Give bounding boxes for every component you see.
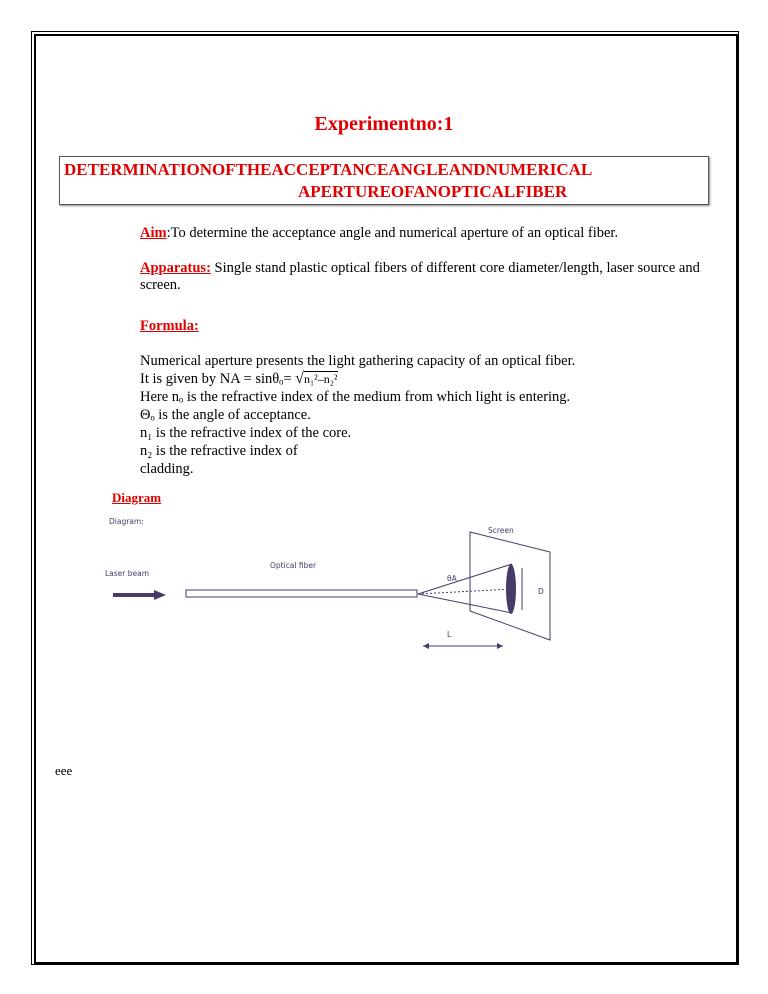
apparatus-paragraph <box>140 260 710 294</box>
light-spot <box>506 564 516 614</box>
experiment-title: Experimentno:1 <box>314 113 454 135</box>
laser-arrow-head <box>154 590 166 600</box>
apparatus-text-2: screen. <box>140 277 181 293</box>
screen-label: Screen <box>488 526 514 535</box>
diagram-label-text: Diagram <box>112 490 162 505</box>
optical-fiber <box>186 590 417 597</box>
formula-line-7: cladding. <box>140 461 194 477</box>
d-label: D <box>538 587 544 596</box>
formula-label <box>140 318 199 335</box>
footer-text: eee <box>55 763 73 778</box>
formula-label-text: Formula: <box>140 318 199 334</box>
formula-line-5: n₁ is the refractive index of the core. <box>140 425 352 441</box>
aim-paragraph <box>140 225 618 242</box>
heading-line-2: APERTUREOFANOPTICALFIBER <box>298 182 568 201</box>
formula-line-6: n₂ is the refractive index of <box>140 443 298 459</box>
formula-text: It is given by NA = sinθₒ= <box>140 371 296 387</box>
cone-bottom <box>418 594 512 613</box>
heading-line-1: DETERMINATIONOFTHEACCEPTANCEANGLEANDNUMERICAL <box>64 160 593 179</box>
l-arrow-right-head <box>497 643 503 649</box>
optical-fiber-diagram <box>90 500 690 660</box>
apparatus-text: Single stand plastic optical fibers of different core diameter/length, laser source and <box>210 260 700 276</box>
formula-line-2: It is given by NA = sinθₒ= √n₁²–n₂² <box>140 370 338 387</box>
l-label: L <box>447 630 452 639</box>
apparatus-label: Apparatus: <box>140 260 211 276</box>
formula-line-4: Θₒ is the angle of acceptance. <box>140 407 311 423</box>
l-arrow-left-head <box>423 643 429 649</box>
angle-label: θA <box>447 574 457 583</box>
formula-sqrt: n₁²–n₂² <box>303 372 338 386</box>
formula-line-3: Here nₒ is the refractive index of the medium from which light is entering. <box>140 389 571 405</box>
laser-beam-label: Laser beam <box>105 569 150 578</box>
aim-label: Aim <box>140 225 167 241</box>
optical-fiber-label: Optical fiber <box>270 561 317 570</box>
aim-text: :To determine the acceptance angle and numerical aperture of an optical fiber. <box>166 225 619 241</box>
formula-section <box>140 352 575 478</box>
diagram-inner-label: Diagram: <box>109 517 144 526</box>
formula-line-1: Numerical aperture presents the light gathering capacity of an optical fiber. <box>140 353 576 369</box>
